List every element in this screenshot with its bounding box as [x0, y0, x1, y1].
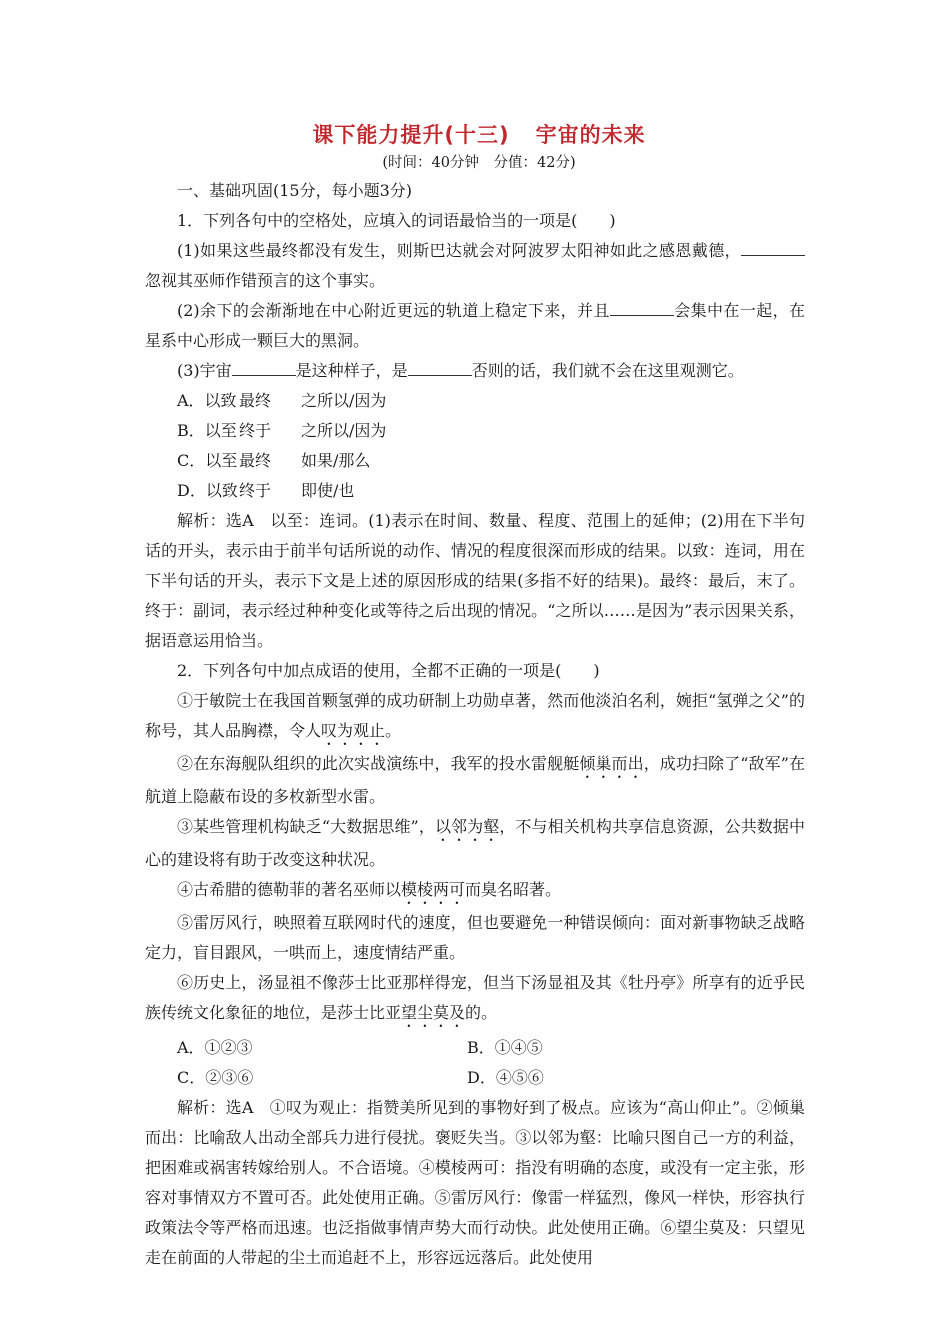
title-lesson: 课下能力提升(十三) [312, 123, 510, 147]
question-1-sentence-3: (3)宇宙 是这种样子，是 否则的话，我们就不会在这里观测它。 [145, 356, 805, 386]
question-1-option-b: B．以至 终于 之所以/因为 [177, 421, 387, 440]
question-1-option-d: D．以致终于 即使/也 [177, 481, 355, 500]
question-2-item-5: ⑤雷厉风行，映照着互联网时代的速度，但也要避免一种错误倾向：面对新事物缺乏战略定力，盲目跟风，一哄而上，速度情结严重。 [145, 913, 805, 962]
question-2-options-row-1 [145, 1033, 805, 1063]
blank-4 [408, 357, 472, 376]
question-2-option-d: D．④⑤⑥ [467, 1068, 544, 1087]
section-heading: 一、基础巩固(15分，每小题3分) [177, 181, 413, 200]
question-2-option-a: A．①②③ [177, 1038, 253, 1057]
emphasized-idiom: 望尘莫及 [401, 1003, 466, 1022]
question-1-sentence-2: (2)余下的会渐渐地在中心附近更远的轨道上稳定下来，并且 会集中在一起，在星系中心形成一颗巨大的黑洞。 [145, 296, 805, 356]
blank-1 [741, 237, 791, 256]
blank-2 [610, 297, 674, 316]
emphasized-idiom: 模棱两可 [401, 880, 466, 899]
question-2-item-6: ⑥历史上，汤显祖不像莎士比亚那样得宠，但当下汤显祖及其《牡丹亭》所享有的近乎民族传统文化象征的地位，是莎士比亚望尘莫及的。 [145, 973, 805, 1022]
blank-3 [232, 357, 296, 376]
question-2-stem: 2．下列各句中加点成语的使用，全都不正确的一项是( ) [177, 661, 600, 680]
emphasized-idiom: 以邻为壑 [434, 817, 500, 836]
question-2-option-c: C．②③⑥ [177, 1068, 254, 1087]
time-score-info: (时间：40分钟 分值：42分) [382, 155, 576, 171]
emphasized-idiom: 叹为观止 [321, 721, 386, 740]
question-2-item-3: ③某些管理机构缺乏“大数据思维”，以邻为壑，不与相关机构共享信息资源，公共数据中心的建设将有助于改变这种状况。 [145, 817, 805, 869]
question-2-item-1: ①于敏院士在我国首颗氢弹的成功研制上功勋卓著，然而他淡泊名利，婉拒“氢弹之父”的称号，其人品胸襟，令人叹为观止。 [145, 691, 805, 740]
question-2-analysis: 解析：选A ①叹为观止：指赞美所见到的事物好到了极点。应该为“高山仰止”。②倾巢而出：比喻敌人出动全部兵力进行侵扰。褒贬失当。③以邻为壑：比喻只图自己一方的利益，把困难或祸害转嫁给别人。不合语境。④模棱两可：指没有明确的态度，或没有一定主张，形容对事情双方不置可否。此处使用正确。⑤雷厉风行：像雷一样猛烈，像风一样快，形容执行政策法令等严格而迅速。也泛指做事情声势大而行动快。此处使用正确。⑥望尘莫及：只望见走在前面的人带起的尘土而追赶不上，形容远远落后。此处使用 [145, 1098, 805, 1267]
blank-1-cont [791, 237, 805, 256]
emphasized-idiom: 倾巢而出 [579, 754, 644, 773]
question-1-sentence-1: (1)如果这些最终都没有发生，则斯巴达就会对阿波罗太阳神如此之感恩戴德，忽视其巫师作错预言的这个事实。 [145, 236, 805, 296]
question-2-options-row-2 [145, 1063, 805, 1093]
question-2-item-4: ④古希腊的德勒菲的著名巫师以模棱两可而臭名昭著。 [177, 880, 562, 899]
question-2-option-b: B．①④⑤ [467, 1038, 543, 1057]
question-1-stem: 1．下列各句中的空格处，应填入的词语最恰当的一项是( ) [177, 211, 616, 230]
question-1-option-a: A．以致 最终 之所以/因为 [177, 391, 387, 410]
page-title [153, 118, 805, 152]
question-1-option-c: C．以至 最终 如果/那么 [177, 451, 371, 470]
question-1-analysis: 解析：选A 以至：连词。(1)表示在时间、数量、程度、范围上的延伸；(2)用在下半句话的开头，表示由于前半句话所说的动作、情况的程度很深而形成的结果。以致：连词，用在下半句话的开头，表示下文是上述的原因形成的结果(多指不好的结果)。最终：最后，末了。终于：副词，表示经过种种变化或等待之后出现的情况。“之所以……是因为”表示因果关系，据语意运用恰当。 [145, 511, 805, 650]
question-2-item-2: ②在东海舰队组织的此次实战演练中，我军的投水雷舰艇倾巢而出，成功扫除了“敌军”在航道上隐蔽布设的多枚新型水雷。 [145, 754, 805, 806]
title-topic: 宇宙的未来 [535, 123, 646, 147]
